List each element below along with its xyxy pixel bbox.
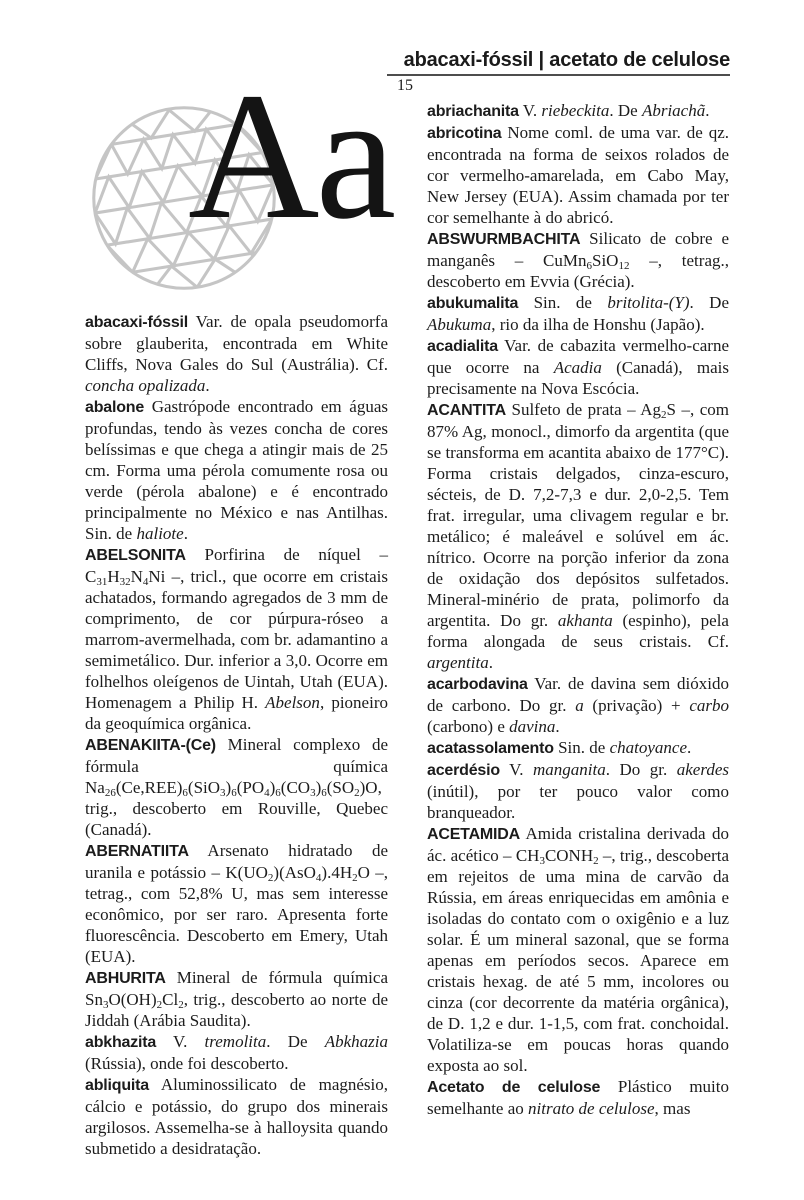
entry-text: (espinho), pela forma alongada de seus cristais. Cf. <box>427 611 729 651</box>
formula-subscript: 6 <box>182 787 188 799</box>
formula-subscript: 6 <box>586 260 592 272</box>
dictionary-entry <box>85 734 388 840</box>
formula-subscript: 2 <box>354 787 360 799</box>
dictionary-entry <box>427 399 729 673</box>
entry-text: Ni –, tricl., que ocorre em cristais achatados, formando agregados de 3 mm de comprimento, de cor púrpura-róseo a marrom-avermelhada, com br. adamantino a semimetálico. Dur. inferior a 3,0. Ocorre em folhelhos oleígenos de Uintah, Utah (EUA). Homenagem a Philip H. <box>85 567 388 712</box>
entry-text: Porfirina de níquel – C <box>85 545 388 586</box>
entry-headword: abriachanita <box>427 103 519 120</box>
entry-italic: britolita-(Y) <box>607 293 690 312</box>
entry-headword: ABERNATIITA <box>85 843 189 860</box>
formula-subscript: 6 <box>231 787 237 799</box>
running-title: abacaxi-fóssil | acetato de celulose <box>403 49 730 71</box>
dictionary-entry <box>427 100 729 122</box>
entry-italic: riebeckita <box>541 101 610 120</box>
entry-italic: a <box>575 696 584 715</box>
formula-subscript: 4 <box>264 787 270 799</box>
formula-subscript: 2 <box>593 855 599 867</box>
entry-text: Sulfeto de prata – Ag <box>505 400 661 419</box>
entry-headword: ABSWURMBACHITA <box>427 231 581 248</box>
entry-headword: abkhazita <box>85 1034 157 1051</box>
entry-text: Var. de davina sem dióxido de carbono. Do gr. <box>427 674 729 715</box>
formula-subscript: 3 <box>539 855 545 867</box>
entry-headword: acerdésio <box>427 762 500 779</box>
entry-text: . <box>555 717 560 736</box>
dictionary-entry <box>85 311 388 396</box>
entry-text: . De <box>266 1032 325 1051</box>
dictionary-entry <box>85 544 388 734</box>
entry-headword: abricotina <box>427 125 502 142</box>
entry-headword: ABELSONITA <box>85 547 186 564</box>
dictionary-entry <box>427 823 729 1076</box>
dictionary-entry <box>427 335 729 399</box>
entry-text: Silicato de cobre e manganês – CuMn <box>427 229 729 270</box>
entry-text: Sin. de <box>553 738 610 757</box>
entry-italic: Abukuma <box>427 315 492 334</box>
entry-text: . <box>183 524 188 543</box>
formula-subscript: 4 <box>315 872 322 884</box>
entry-text: )(AsO <box>273 863 316 882</box>
entry-text: N <box>130 567 143 586</box>
entry-text: , pioneiro da geoquímica orgânica. <box>85 693 388 733</box>
formula-subscript: 2 <box>267 872 274 884</box>
entry-text: ) <box>269 778 276 797</box>
entry-text: (Rússia), onde foi descoberto. <box>85 1054 289 1073</box>
formula-subscript: 6 <box>321 787 327 799</box>
entry-headword: acadialita <box>427 338 498 355</box>
dictionary-entry <box>427 292 729 335</box>
entry-headword: ACETAMIDA <box>427 826 521 843</box>
section-lettermark: Aa <box>188 56 393 257</box>
entry-italic: Abelson <box>265 693 320 712</box>
entry-text: . <box>686 738 692 757</box>
dictionary-entry <box>427 122 729 228</box>
header-rule <box>387 74 730 76</box>
entry-text: V. <box>499 760 533 779</box>
entry-text: )O, trig., descoberto em Rouville, Quebec (Canadá). <box>85 778 388 839</box>
entry-headword: ACANTITA <box>427 402 506 419</box>
entry-headword: ABHURITA <box>85 970 166 987</box>
entry-italic: davina <box>509 717 556 736</box>
entry-text: . De <box>689 293 729 312</box>
entry-text: . <box>205 376 210 395</box>
entry-italic: Abkhazia <box>324 1032 388 1051</box>
entry-text: (privação) + <box>583 696 690 715</box>
dictionary-entry <box>427 1076 729 1119</box>
entry-italic: Acadia <box>553 358 602 377</box>
entry-text: Nome coml. de uma var. de qz. encontrada na forma de seixos rolados de cor vermelho-amarelada, em Cabo May, New Jersey (EUA). Assim chamada por ter cor semelhante à do abricó. <box>427 123 729 227</box>
entry-italic: chatoyance <box>609 738 687 757</box>
entry-text: (CO <box>280 778 311 797</box>
entry-text: , mas <box>654 1099 691 1118</box>
entry-text: (inútil), por ter pouco valor como branqueador. <box>427 782 729 822</box>
entry-text: V. <box>156 1032 205 1051</box>
entry-text: SiO <box>592 251 619 270</box>
entry-italic: Abriachã <box>641 101 706 120</box>
entry-headword: abukumalita <box>427 295 519 312</box>
entry-italic: akerdes <box>676 760 730 779</box>
formula-subscript: 26 <box>104 787 116 799</box>
entry-text: Mineral complexo de fórmula química Na <box>85 735 388 797</box>
entry-headword: Acetato de celulose <box>427 1079 601 1096</box>
entry-text: (SiO <box>187 778 221 797</box>
entry-text: S –, com 87% Ag, monocl., dimorfo da argentita (que se transforma em acantita abaixo de 177°C). Forma cristais delgados, cinza-escuro, sécteis, de D. 7,2-7,3 e dur. 2,0-2,5. Tem frat. irregular, uma clivagem regular e br. metálico; é maleável e solúvel em ác. nítrico. Ocorre na porção inferior da zona de oxidação dos depósitos sulfetados. Mineral-minério de prata, polimorfo da argentita. Do gr. <box>427 400 729 630</box>
entry-text: Var. de cabazita vermelho-carne que ocorre na <box>427 336 729 377</box>
left-column <box>85 311 388 1159</box>
entry-text: Arsenato hidratado de uranila e potássio – K(UO <box>85 841 388 882</box>
entry-text: Sin. de <box>518 293 608 312</box>
dictionary-entry <box>427 737 729 759</box>
entry-headword: acarbodavina <box>427 676 528 693</box>
entry-headword: acatassolamento <box>427 740 554 757</box>
entry-text: H <box>107 567 120 586</box>
formula-subscript: 3 <box>102 999 109 1011</box>
entry-text: Amida cristalina derivada do ác. acético – CH <box>427 824 729 865</box>
entry-text: (carbono) e <box>427 717 510 736</box>
formula-subscript: 32 <box>119 576 131 588</box>
dictionary-entry <box>427 673 729 737</box>
entry-text: . <box>488 653 493 672</box>
formula-subscript: 12 <box>618 260 630 272</box>
entry-text: Var. de opala pseudomorfa sobre glauberita, encontrada em White Cliffs, Nova Gales do Sul (Austrália). Cf. <box>85 312 388 374</box>
entry-text: Aluminossilicato de magnésio, cálcio e potássio, do grupo dos minerais argilosos. Assemelha-se à halloysita quando submetido a desidratação. <box>85 1075 388 1158</box>
formula-subscript: 3 <box>220 787 226 799</box>
formula-subscript: 2 <box>661 409 667 421</box>
entry-italic: tremolita <box>204 1032 267 1051</box>
entry-italic: nitrato de celulose <box>528 1099 655 1118</box>
entry-text: CONH <box>544 846 594 865</box>
entry-headword: abalone <box>85 399 145 416</box>
entry-text: . Do gr. <box>605 760 677 779</box>
entry-italic: manganita <box>532 760 606 779</box>
entry-italic: haliote <box>136 524 184 543</box>
dictionary-entry <box>85 1074 388 1159</box>
right-column <box>427 100 729 1119</box>
entry-text: . <box>705 101 710 120</box>
entry-headword: ABENAKIITA-(Ce) <box>85 737 216 754</box>
dictionary-entry <box>85 1031 388 1074</box>
entry-headword: abacaxi-fóssil <box>85 314 189 331</box>
entry-text: Cl <box>162 990 179 1009</box>
entry-text: Gastrópode encontrado em águas profundas, tendo às vezes concha de cores belíssimas e que chega a atingir mais de 25 cm. Forma uma pérola comumente rosa ou verde (pérola abalone) e é encontrado principalmente no México e nas Antilhas. Sin. de <box>85 397 388 543</box>
entry-text: . De <box>609 101 642 120</box>
dictionary-entry <box>85 967 388 1031</box>
dictionary-entry <box>427 759 729 823</box>
formula-subscript: 2 <box>178 999 184 1011</box>
page-number: 15 <box>397 77 413 94</box>
entry-text: –, trig., descoberta em rejeitos de uma mina de carvão da Rússia, em áreas enriquecidas em amônia e isoladas do contato com o oxigênio e a luz solar. É um mineral sazonal, que se forma apenas em períodos secos. Aparece em cristais hexag. de até 5 mm, incolores ou cinza (cor decorrente da matéria orgânica), de D. 1,2 e dur. 1-1,5, com frat. conchoidal. Volatiliza-se em poucas horas quando exposta ao sol. <box>427 846 729 1075</box>
formula-subscript: 6 <box>275 787 281 799</box>
entry-text: , trig., descoberto ao norte de Jiddah (Arábia Saudita). <box>85 990 388 1030</box>
entry-text: Mineral de fórmula química Sn <box>85 968 388 1009</box>
entry-text: , rio da ilha de Honshu (Japão). <box>491 315 705 334</box>
entry-text: ) <box>225 778 232 797</box>
entry-text: (PO <box>236 778 265 797</box>
dictionary-entry <box>427 228 729 292</box>
entry-text: –, tetrag., descoberto em Evvia (Grécia). <box>427 251 729 291</box>
formula-subscript: 3 <box>310 787 316 799</box>
entry-headword: abliquita <box>85 1077 149 1094</box>
entry-italic: akhanta <box>557 611 613 630</box>
entry-text: (Ce,REE) <box>115 778 183 797</box>
entry-text: O(OH) <box>108 990 157 1009</box>
formula-subscript: 2 <box>352 872 358 884</box>
entry-italic: argentita <box>427 653 489 672</box>
formula-subscript: 2 <box>156 999 163 1011</box>
entry-text: (SO <box>326 778 355 797</box>
dictionary-entry <box>85 396 388 544</box>
entry-italic: carbo <box>689 696 729 715</box>
entry-text: ).4H <box>321 863 353 882</box>
entry-text: O –, tetrag., com 52,8% U, mas sem interesse econômico, por ser raro. Apresenta forte fluorescência. Descoberto em Emery, Utah (EUA). <box>85 863 388 966</box>
entry-italic: concha opalizada <box>85 376 206 395</box>
entry-text: ) <box>315 778 322 797</box>
formula-subscript: 31 <box>96 576 108 588</box>
entry-text: V. <box>518 101 542 120</box>
dictionary-entry <box>85 840 388 967</box>
formula-subscript: 4 <box>142 576 149 588</box>
entry-text: Plástico muito semelhante ao <box>427 1077 729 1118</box>
entry-text: (Canadá), mais precisamente na Nova Escócia. <box>427 358 729 398</box>
